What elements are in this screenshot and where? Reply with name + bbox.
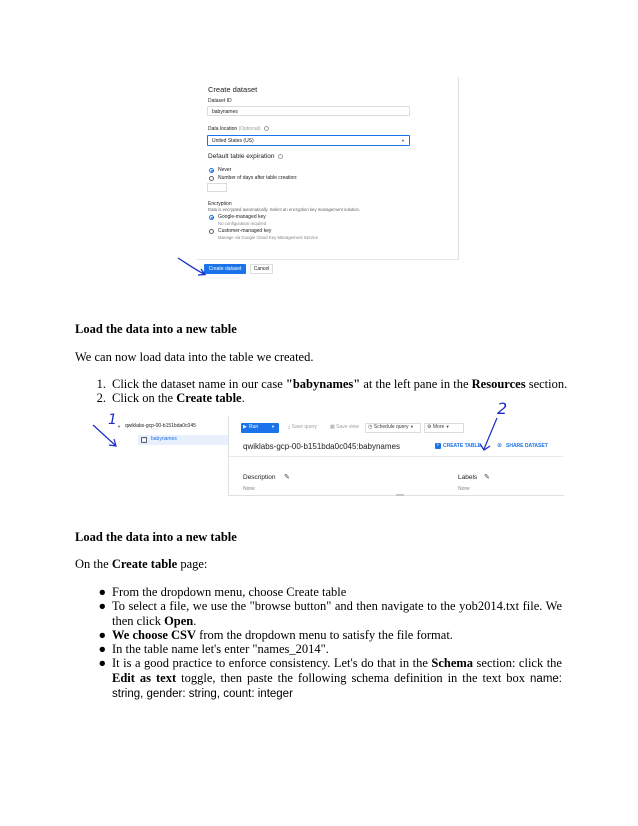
google-key-sub: No configuration required — [218, 221, 267, 226]
step-2-marker: 2. — [96, 391, 106, 405]
project-name[interactable]: qwiklabs-gcp-00-b151bda0c045 — [125, 423, 196, 429]
bullet-5-bold-schema: Schema — [431, 656, 474, 670]
bullet-marker: ● — [98, 599, 106, 613]
save-query-label: Save query — [291, 424, 317, 430]
schedule-clock-icon: ◷ — [368, 424, 373, 430]
save-query-button[interactable] — [288, 424, 317, 430]
schedule-query-label: Schedule query — [373, 424, 409, 430]
run-dropdown-icon[interactable]: ▼ — [271, 424, 275, 429]
radio-google-key[interactable] — [209, 215, 214, 220]
share-icon: ⊕ — [497, 443, 503, 449]
days-input[interactable] — [207, 183, 227, 192]
step-1-bold-dataset: "babynames" — [285, 377, 361, 391]
bullet-4 — [98, 642, 562, 657]
bullet-marker: ● — [98, 585, 106, 599]
days-option: Number of days after table creation: — [218, 175, 298, 181]
help-icon[interactable] — [264, 126, 269, 131]
help-icon[interactable] — [278, 154, 283, 159]
data-location-value: United States (US) — [212, 138, 254, 144]
save-view-label: Save view — [336, 424, 359, 430]
expiration-label — [208, 153, 283, 160]
dialog-title: Create dataset — [208, 85, 258, 94]
chevron-down-icon: ▼ — [409, 424, 414, 429]
arrow-annotation-icon — [176, 255, 210, 277]
bullet-marker: ● — [98, 642, 106, 656]
bullet-3-text: from the dropdown menu to satisfy the file format. — [196, 628, 453, 642]
bullet-1-text: From the dropdown menu, choose Create table — [112, 585, 347, 599]
data-location-label — [208, 126, 269, 132]
step-1-text-end: section. — [525, 377, 568, 391]
run-label: Run — [249, 424, 259, 430]
annotation-number-1: 1 — [108, 412, 117, 428]
step-2-text-end: . — [241, 391, 245, 405]
bullet-2-text: To select a file, we use the "browse button" and then navigate to the yob2014.txt file. We then click — [112, 599, 562, 628]
section2-intro — [75, 557, 207, 572]
annotation-number-2: 2 — [497, 399, 508, 418]
divider — [229, 456, 563, 457]
never-option: Never — [218, 167, 232, 173]
share-dataset-button[interactable]: SHARE DATASET — [506, 443, 548, 449]
schema-definition: name: string, gender: string, count: integer — [112, 672, 562, 700]
table-icon — [141, 437, 147, 443]
section2-intro-bold: Create table — [111, 557, 178, 571]
plus-icon: + — [436, 443, 440, 449]
bullet-3-bold: We choose CSV — [112, 628, 197, 642]
bullet-5-bold-edit: Edit as text — [112, 670, 177, 685]
bullet-4-text: In the table name let's enter "names_2014". — [112, 642, 329, 656]
section1-intro: We can now load data into the table we created. — [75, 350, 314, 364]
bullet-5-text: It is a good practice to enforce consistency. Let's do that in the — [112, 656, 432, 670]
bullet-5 — [98, 656, 562, 702]
step-2-bold: Create table — [176, 391, 242, 405]
google-key-option: Google-managed key — [218, 214, 266, 220]
step-1-text-mid: at the left pane in the — [360, 377, 472, 391]
create-dataset-button[interactable]: Create dataset — [204, 264, 246, 274]
dropdown-caret-icon: ▼ — [401, 138, 405, 143]
step-2-text: Click on the — [112, 391, 177, 405]
labels-label: Labels — [458, 474, 478, 481]
optional-tag: (Optional) — [238, 126, 261, 132]
view-icon: ▦ — [330, 424, 335, 430]
save-icon: ⤓ — [288, 424, 291, 430]
cancel-button[interactable]: Cancel — [250, 264, 273, 274]
gear-icon: ⚙ — [427, 424, 432, 430]
bullet-marker: ● — [98, 628, 106, 642]
section2-intro-post: page: — [177, 557, 208, 571]
bullet-5-text-post: toggle, then paste the following schema definition in the text box — [176, 670, 531, 685]
bullet-marker: ● — [98, 656, 106, 670]
arrow-annotation-icon — [478, 416, 503, 454]
expiration-label-text: Default table expiration — [208, 153, 275, 160]
create-dataset-screenshot — [197, 77, 459, 272]
radio-never[interactable] — [209, 168, 214, 173]
description-label: Description — [243, 474, 276, 481]
customer-key-sub: Manage via Google Cloud Key Management Service — [218, 235, 319, 240]
run-play-icon: ▶ — [243, 424, 247, 430]
create-table-button[interactable]: CREATE TABLE — [443, 443, 481, 449]
radio-days[interactable] — [209, 176, 214, 181]
scroll-handle[interactable] — [396, 494, 404, 496]
data-location-select[interactable] — [207, 135, 410, 146]
description-value: None — [243, 486, 255, 492]
pencil-icon[interactable]: ✎ — [284, 474, 290, 481]
section2-intro-pre: On the — [75, 557, 112, 571]
more-content — [427, 424, 450, 430]
labels-value: None — [458, 486, 470, 492]
step-1 — [96, 377, 568, 392]
arrow-annotation-icon — [90, 422, 120, 448]
customer-key-option: Customer-managed key — [218, 228, 272, 234]
data-location-label-text: Data location — [208, 126, 238, 132]
section2-heading: Load the data into a new table — [75, 530, 237, 544]
pencil-icon[interactable]: ✎ — [484, 474, 490, 481]
expand-arrow-icon[interactable]: ▼ — [117, 424, 121, 429]
step-2 — [96, 391, 245, 406]
dataset-id-label: Dataset ID — [208, 98, 232, 104]
bullet-3 — [98, 628, 562, 643]
dataset-title: qwiklabs-gcp-00-b151bda0c045:babynames — [243, 442, 400, 451]
bullet-1 — [98, 585, 562, 600]
step-1-bold-resources: Resources — [471, 377, 526, 391]
dataset-id-input[interactable]: babynames — [207, 106, 410, 116]
bullet-2 — [98, 599, 562, 628]
step-1-text: Click the dataset name in our case — [112, 377, 286, 391]
radio-customer-key[interactable] — [209, 229, 214, 234]
encryption-description: Data is encrypted automatically. Select an encryption key management solution. — [208, 207, 361, 212]
encryption-label: Encryption — [208, 201, 232, 207]
bullet-5-text-mid: section: click the — [473, 656, 562, 670]
save-view-button[interactable] — [330, 424, 359, 430]
section1-heading: Load the data into a new table — [75, 322, 237, 336]
bullet-2-text-end: . — [193, 613, 197, 628]
more-label: More — [432, 424, 445, 430]
step-1-marker: 1. — [96, 377, 106, 391]
bullet-2-bold: Open — [164, 613, 194, 628]
chevron-down-icon: ▼ — [445, 424, 450, 429]
schedule-query-content — [368, 424, 414, 430]
dataset-item[interactable]: babynames — [151, 436, 177, 442]
